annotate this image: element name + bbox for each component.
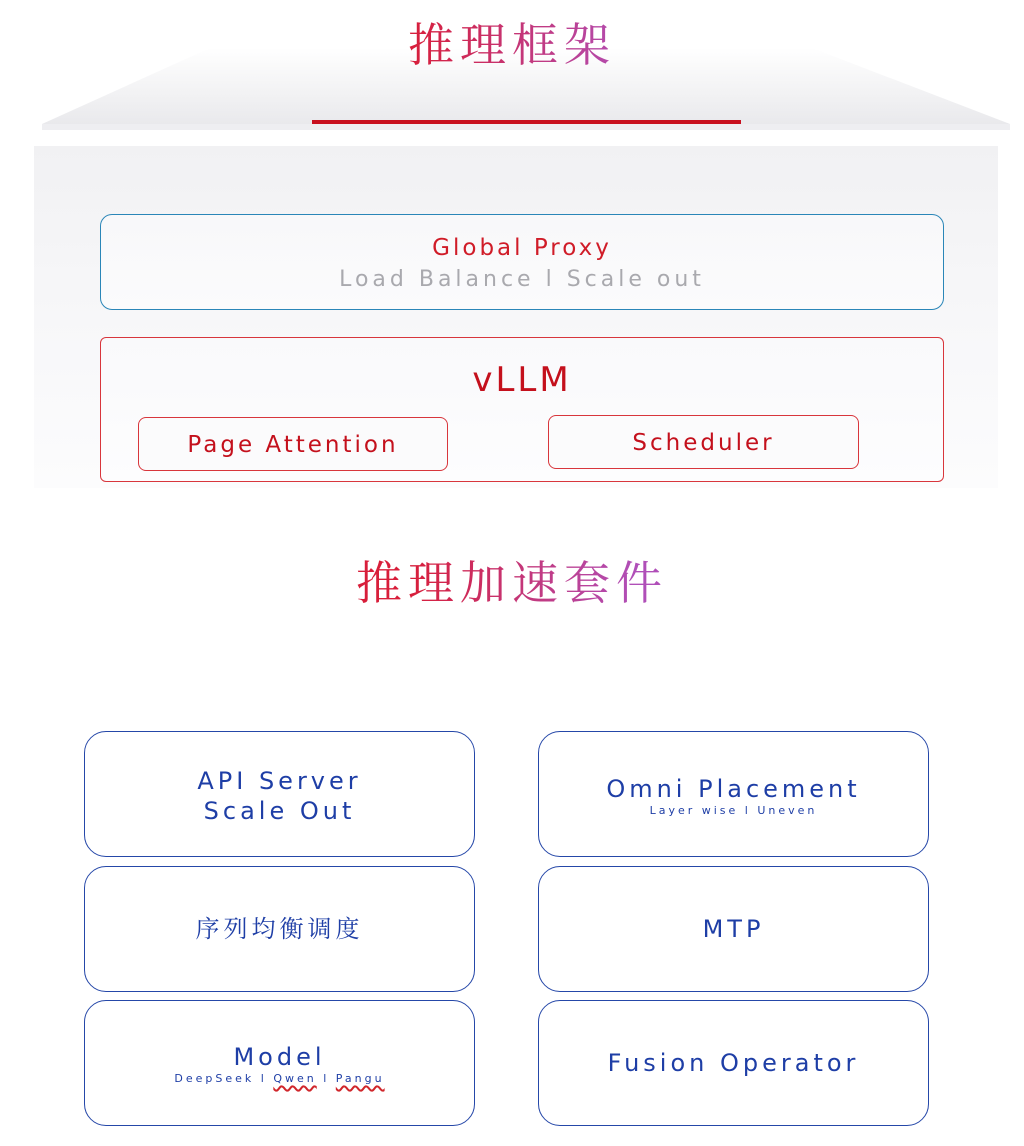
model-separator: l <box>316 1072 336 1085</box>
card-omni-placement-title: Omni Placement <box>606 775 861 803</box>
card-model-title: Model <box>233 1043 326 1071</box>
card-fusion-operator-title: Fusion Operator <box>607 1049 860 1077</box>
global-proxy-title: Global Proxy <box>432 235 612 261</box>
card-api-server-line1: API Server <box>197 767 362 795</box>
card-sequence-balance <box>84 866 475 992</box>
card-api-server-line2: Scale Out <box>203 797 356 825</box>
model-deepseek: DeepSeek l <box>174 1072 274 1085</box>
card-mtp-title: MTP <box>702 915 765 943</box>
page-attention-box: Page Attention <box>138 417 448 471</box>
vllm-box <box>100 337 944 482</box>
framework-title: 推理框架 <box>0 22 1024 68</box>
model-qwen: Qwen <box>273 1072 317 1085</box>
title-underline <box>312 120 741 124</box>
card-api-server <box>84 731 475 857</box>
card-omni-placement-subtitle: Layer wise l Uneven <box>649 804 818 817</box>
card-mtp <box>538 866 929 992</box>
card-sequence-balance-title: 序列均衡调度 <box>195 915 364 943</box>
suite-title: 推理加速套件 <box>0 560 1024 606</box>
model-pangu: Pangu <box>335 1072 385 1085</box>
global-proxy-box <box>100 214 944 310</box>
vllm-title: vLLM <box>472 360 572 400</box>
card-model-subtitle <box>85 1072 474 1086</box>
card-omni-placement <box>538 731 929 857</box>
card-model <box>84 1000 475 1126</box>
scheduler-box: Scheduler <box>548 415 859 469</box>
global-proxy-subtitle: Load Balance l Scale out <box>339 267 705 292</box>
card-fusion-operator <box>538 1000 929 1126</box>
